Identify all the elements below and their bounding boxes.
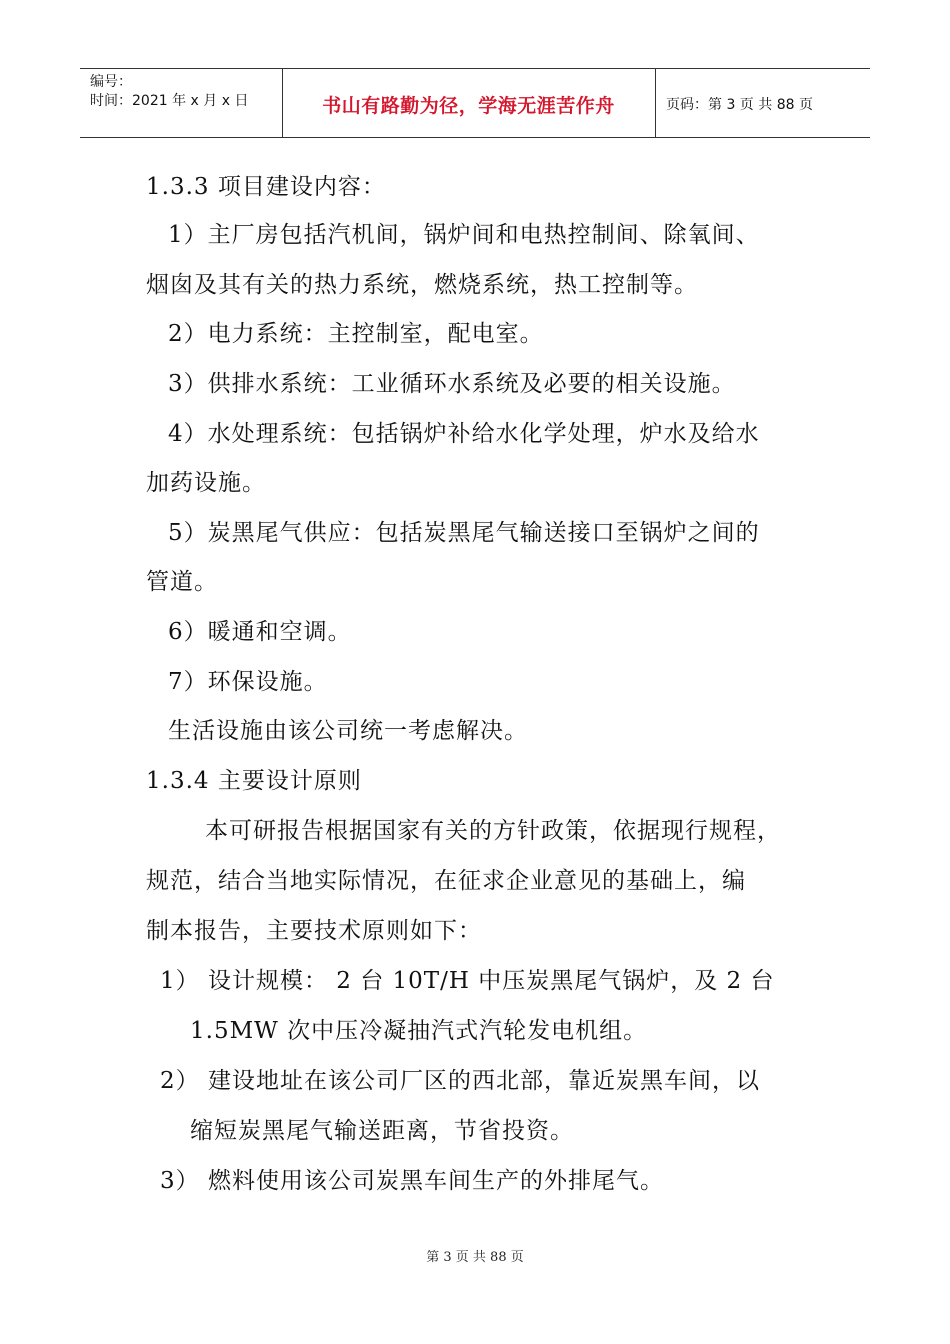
- header-motto: 书山有路勤为径，学海无涯苦作舟: [322, 95, 615, 117]
- header-meta: [90, 73, 248, 111]
- list-item: 1） 设计规模： 2 台 10T/H 中压炭黑尾气锅炉，及 2 台: [160, 968, 775, 994]
- paragraph-line: 制本报告，主要技术原则如下：: [146, 918, 482, 944]
- header-divider: [655, 69, 656, 137]
- paragraph-line: 本可研报告根据国家有关的方针政策，依据现行规程，: [205, 818, 781, 844]
- paragraph-line: 加药设施。: [146, 470, 266, 496]
- page-footer: 第 3 页 共 88 页: [426, 1250, 524, 1265]
- list-item-continuation: 1.5MW 次中压冷凝抽汽式汽轮发电机组。: [190, 1018, 648, 1044]
- section-heading-1-3-4: 1.3.4 主要设计原则: [146, 768, 362, 794]
- paragraph-line: 生活设施由该公司统一考虑解决。: [168, 718, 528, 744]
- list-item: 3） 燃料使用该公司炭黑车间生产的外排尾气。: [160, 1168, 664, 1194]
- paragraph-line: 烟囱及其有关的热力系统，燃烧系统，热工控制等。: [146, 272, 698, 298]
- paragraph-line: 7）环保设施。: [168, 669, 328, 695]
- header-page-info: 页码：第 3 页 共 88 页: [666, 97, 813, 113]
- document-header: [80, 68, 870, 138]
- section-heading-1-3-3: 1.3.3 项目建设内容：: [146, 174, 386, 200]
- paragraph-line: 1）主厂房包括汽机间，锅炉间和电热控制间、除氧间、: [168, 222, 760, 248]
- paragraph-line: 4）水处理系统：包括锅炉补给水化学处理，炉水及给水: [168, 421, 760, 447]
- paragraph-line: 3）供排水系统：工业循环水系统及必要的相关设施。: [168, 371, 736, 397]
- paragraph-line: 5）炭黑尾气供应：包括炭黑尾气输送接口至锅炉之间的: [168, 520, 760, 546]
- paragraph-line: 6）暖通和空调。: [168, 619, 352, 645]
- paragraph-line: 2）电力系统：主控制室，配电室。: [168, 321, 544, 347]
- list-item: 2） 建设地址在该公司厂区的西北部，靠近炭黑车间，以: [160, 1068, 760, 1094]
- paragraph-line: 规范，结合当地实际情况，在征求企业意见的基础上，编: [146, 868, 746, 894]
- list-item-continuation: 缩短炭黑尾气输送距离，节省投资。: [190, 1118, 574, 1144]
- document-time-label: 时间：2021 年 x 月 x 日: [90, 93, 249, 109]
- paragraph-line: 管道。: [146, 569, 218, 595]
- document-number-label: 编号：: [90, 74, 132, 90]
